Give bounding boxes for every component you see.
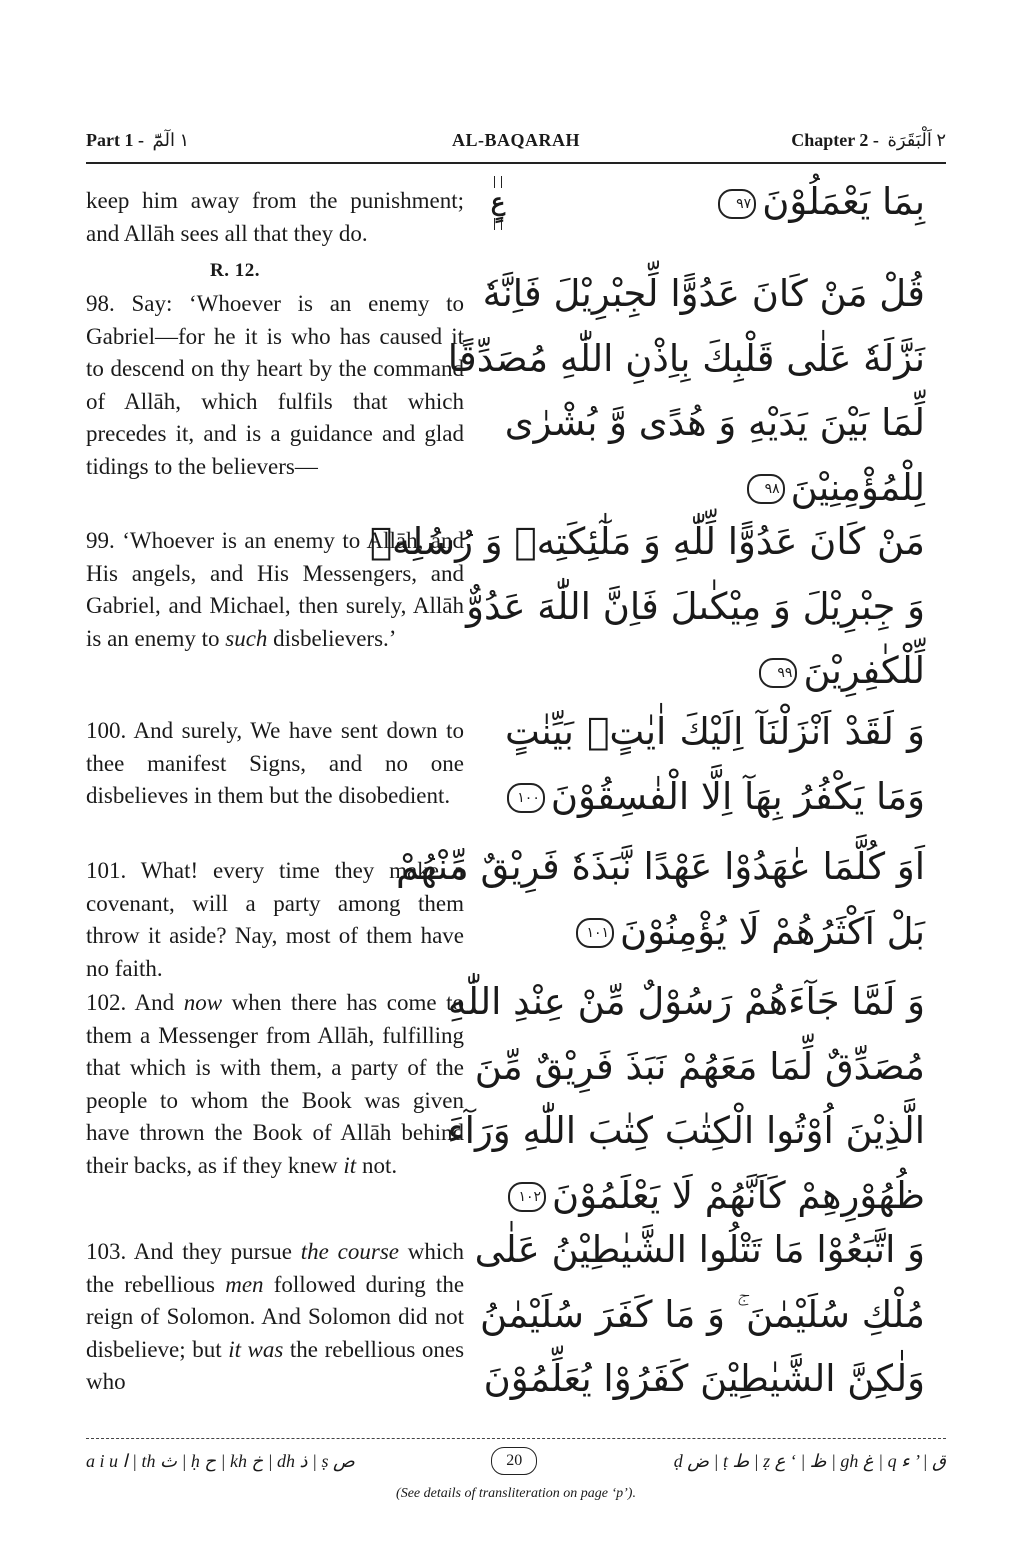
footer-divider [86, 1438, 946, 1439]
verse-number-99: ٩٩ [759, 658, 797, 688]
verse-number-102: ١٠٢ [508, 1182, 546, 1212]
verse-103-translation: 103. And they pursue the course which the rebellious men followed during the reign of Solomon. And Solomon did not disbelieve; but it was the rebellious ones who [86, 1239, 465, 1394]
verse-97-end-translation: keep him away from the punishment; and Allāh sees all that they do. [86, 188, 464, 246]
verse-101-translation: 101. What! every time they make a covenant, will a party among them throw it aside? Nay, most of them have no faith. [86, 858, 464, 981]
verse-number-97: ٩٧ [718, 189, 756, 219]
transliteration-key [86, 1446, 946, 1476]
verse-102-translation: 102. And now when there has come to them a Messenger from Allāh, fulfilling that which is with them, a party of the people to whom the Book was given have thrown the Book of Allāh behind their backs, as if they knew it not. [86, 990, 464, 1178]
page-number: 20 [491, 1447, 537, 1475]
verse-98-translation: 98. Say: ‘Whoever is an enemy to Gabriel—for he it is who has caused it to descend on thy heart by the command of Allāh, which fulfils that which precedes it, and is a guidance and glad tidings to the believers— [86, 291, 464, 479]
ruku-marker: R. 12. [210, 260, 260, 281]
surah-title: AL-BAQARAH [451, 130, 580, 150]
transliteration-note: (See details of transliteration on page ‘p’). [396, 1486, 636, 1501]
chapter-label [791, 130, 946, 151]
ain-ruku-mark: عٍ [478, 176, 518, 234]
verse-99-translation: 99. ‘Whoever is an enemy to Allāh, and His angels, and His Messengers, and Gabriel, and Michael, then surely, Allāh is an enemy to such disbelievers.’ [86, 528, 464, 651]
verse-number-101: ١٠١ [576, 918, 614, 948]
verse-97-end-arabic: بِمَا يَعْمَلُوْنَ٩٧ [505, 170, 925, 235]
chapter-label-arabic: ٢ اَلْبَقَرَة [887, 130, 946, 150]
verse-99-arabic: مَنْ كَانَ عَدُوًّا لِّلّٰهِ وَ مَلٰٓئِكَتِهٖ وَ رُسُلِهٖ وَ جِبْرِيْلَ وَ مِيْكٰىلَ فَاِنَّ اللّٰهَ عَدُوٌّ لِّلْكٰفِرِيْنَ٩٩ [369, 520, 925, 692]
header-divider [86, 162, 946, 164]
verse-103-arabic: وَ اتَّبَعُوْا مَا تَتْلُوا الشَّيٰطِيْنُ عَلٰى مُلْكِ سُلَيْمٰنَ ۚ وَ مَا كَفَرَ سُلَيْمٰنُ وَلٰكِنَّ الشَّيٰطِيْنَ كَفَرُوْا يُعَلِّمُوْنَ [474, 1228, 925, 1400]
verse-100-arabic: وَ لَقَدْ اَنْزَلْنَآ اِلَيْكَ اٰيٰتٍۭ بَيِّنٰتٍ وَمَا يَكْفُرُ بِهَآ اِلَّا الْفٰسِقُوْنَ١٠٠ [505, 710, 925, 818]
verse-number-98: ٩٨ [747, 474, 785, 504]
running-header [86, 130, 946, 160]
verse-number-100: ١٠٠ [507, 783, 545, 813]
transliteration-right: ḍ ض | ṭ ط | ẓ ظ | ‘ ع | gh غ | q ق | ’ ء [673, 1450, 946, 1471]
transliteration-left: a i u ا | th ث | ḥ ح | kh خ | dh ذ | ṣ ص [86, 1450, 355, 1471]
verse-101-arabic: اَوَ كُلَّمَا عٰهَدُوْا عَهْدًا نَّبَذَهٗ فَرِيْقٌ مِّنْهُمْ بَلْ اَكْثَرُهُمْ لَا يُؤْمِنُوْنَ١٠١ [396, 845, 925, 953]
verse-102-arabic: وَ لَمَّا جَآءَهُمْ رَسُوْلٌ مِّنْ عِنْدِ اللّٰهِ مُصَدِّقٌ لِّمَا مَعَهُمْ نَبَذَ فَرِيْقٌ مِّنَ الَّذِيْنَ اُوْتُوا الْكِتٰبَ كِتٰبَ اللّٰهِ وَرَآءَ ظُهُوْرِهِمْ كَاَنَّهُمْ لَا يَعْلَمُوْنَ١٠٢ [447, 980, 925, 1217]
verse-100-translation: 100. And surely, We have sent down to thee manifest Signs, and no one disbelieves in them but the disobedient. [86, 718, 464, 808]
chapter-label-text: Chapter 2 - [791, 130, 879, 150]
part-label-text: Part 1 - [86, 130, 144, 150]
part-label-arabic: ١ الٓمّٓ [152, 130, 190, 150]
verse-98-arabic: قُلْ مَنْ كَانَ عَدُوًّا لِّجِبْرِيْلَ فَاِنَّهٗ نَزَّلَهٗ عَلٰى قَلْبِكَ بِاِذْنِ اللّٰهِ مُصَدِّقًا لِّمَا بَيْنَ يَدَيْهِ وَ هُدًى وَّ بُشْرٰى لِلْمُؤْمِنِيْنَ٩٨ [447, 272, 925, 509]
